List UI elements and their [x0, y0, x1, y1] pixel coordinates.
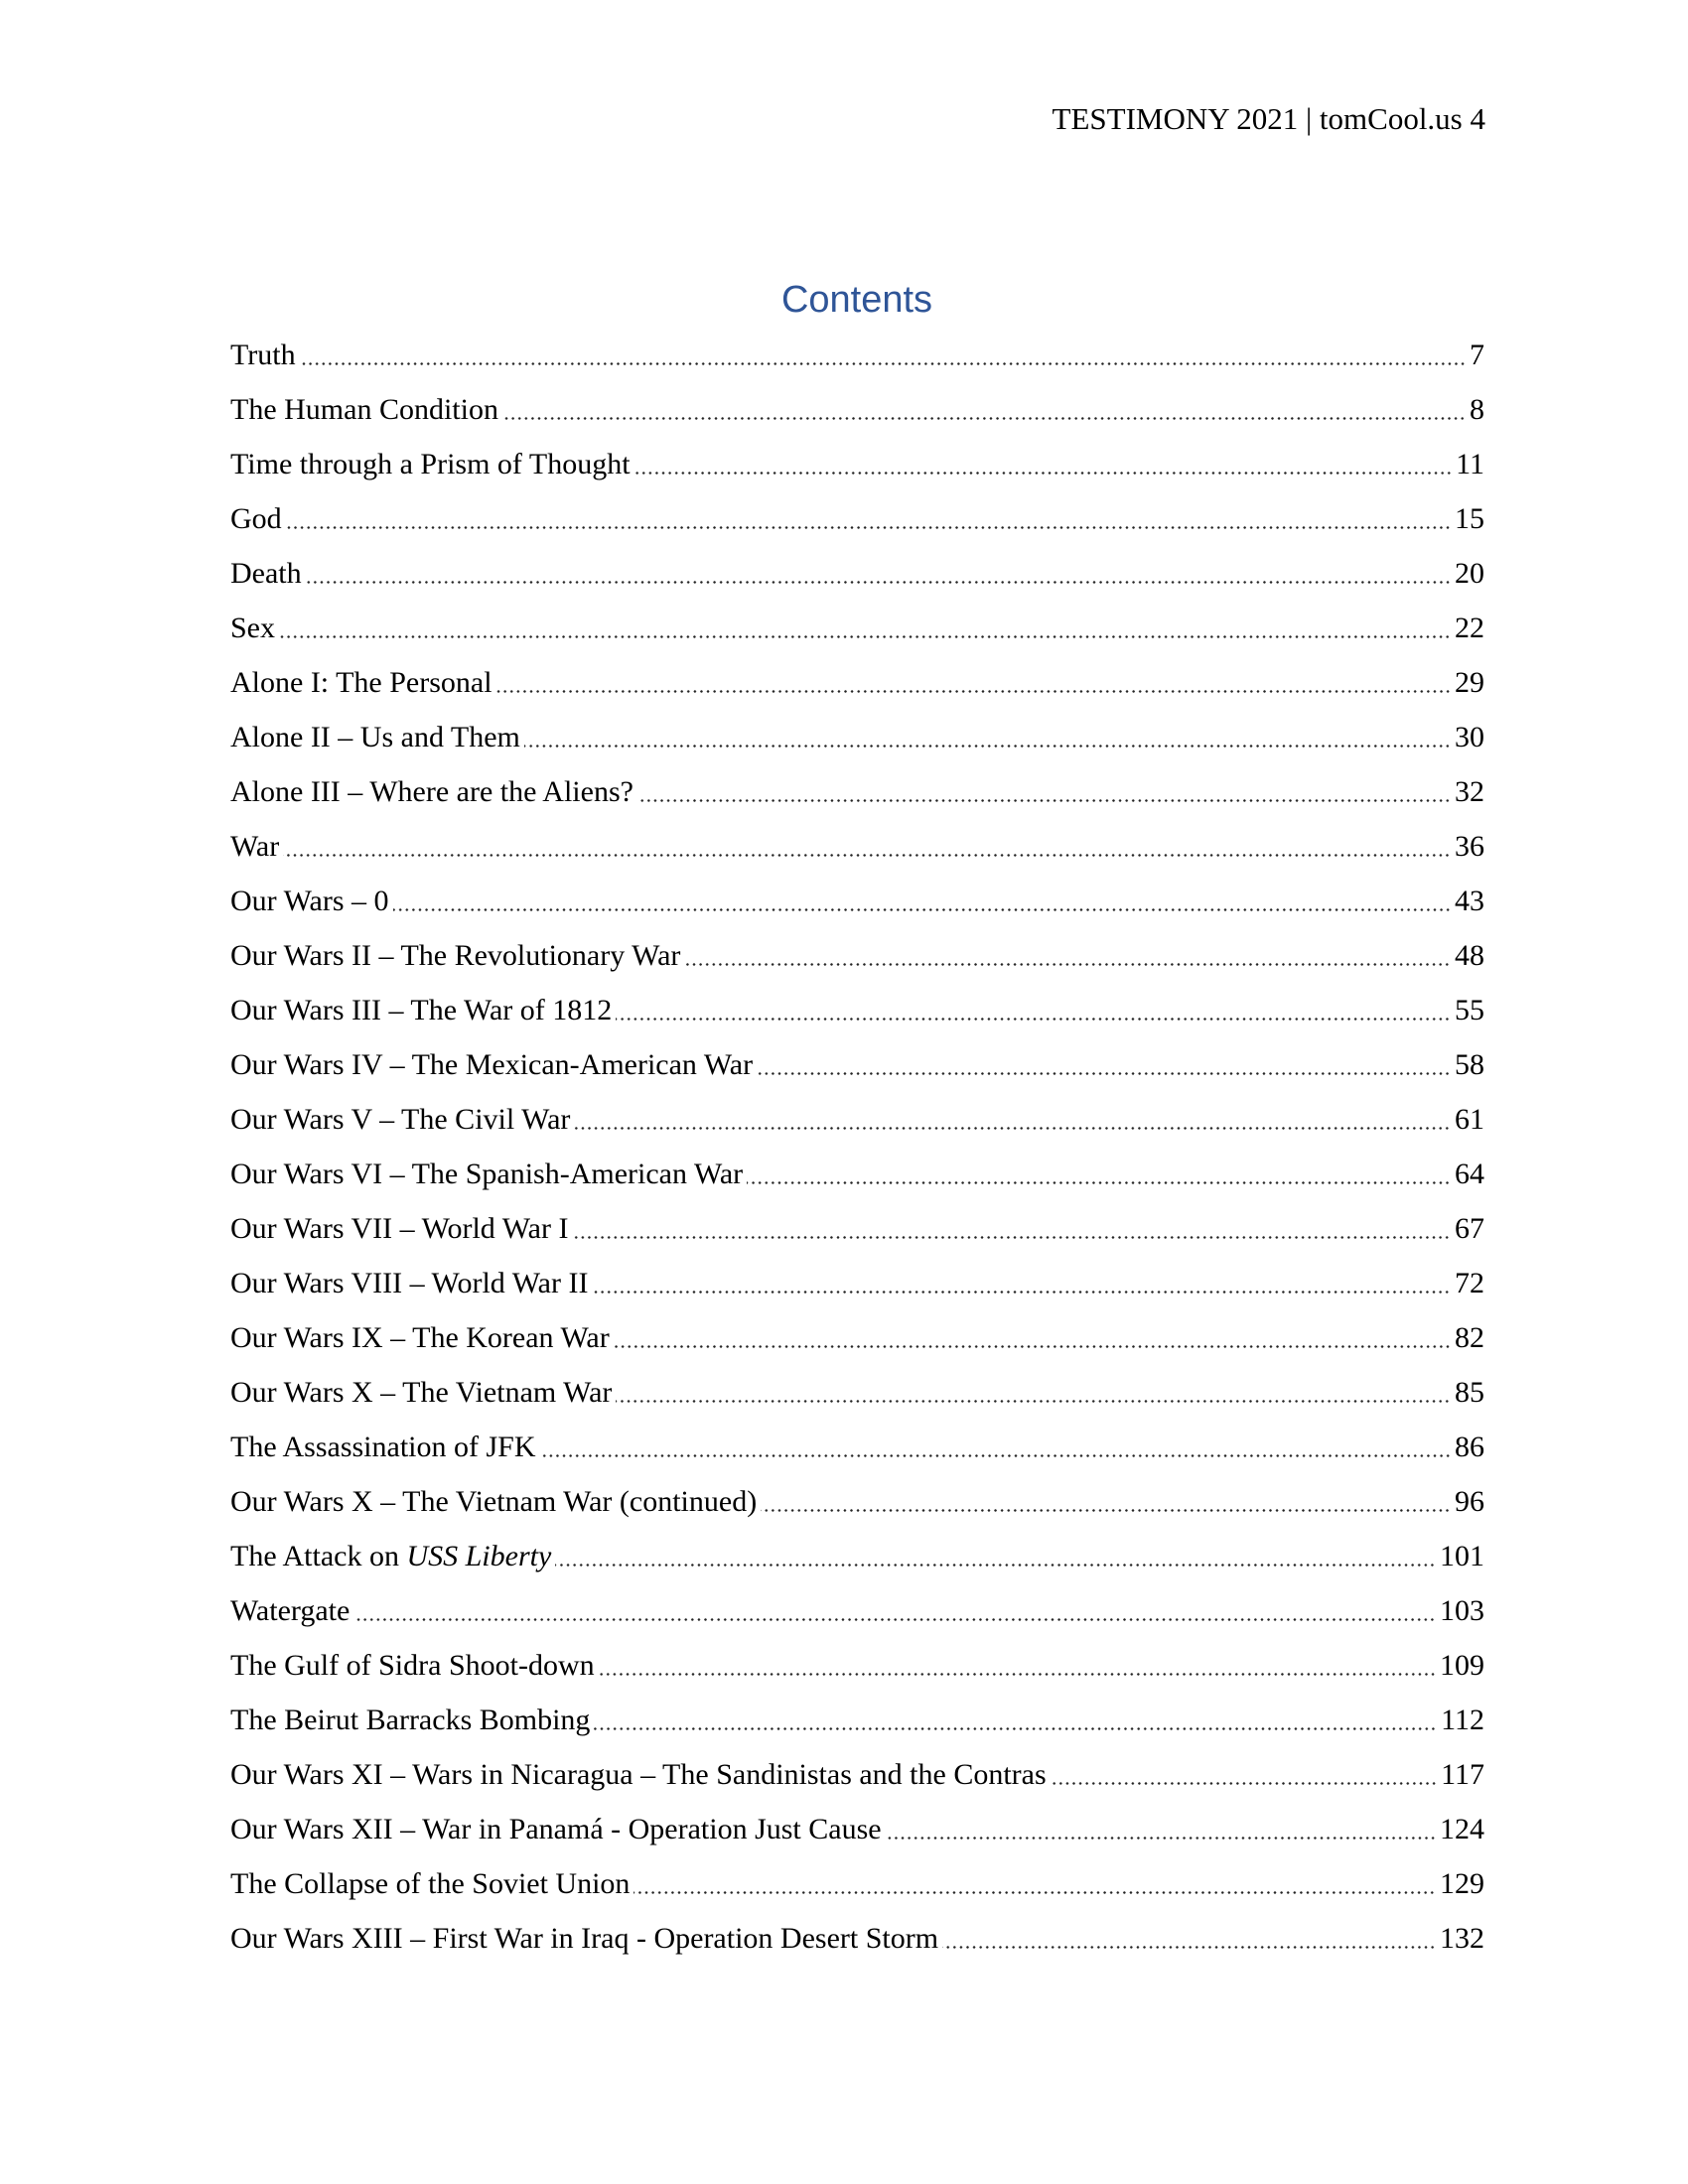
toc-entry-title-text: The Attack on — [230, 1539, 407, 1572]
toc-entry-page-number: 112 — [1441, 1703, 1484, 1736]
toc-entry-page-number: 86 — [1455, 1430, 1484, 1463]
dot-leader — [599, 1673, 1436, 1676]
toc-entry-page-number: 124 — [1440, 1812, 1484, 1845]
toc-entry-title — [230, 1155, 743, 1194]
toc-entry-page-number: 67 — [1455, 1211, 1484, 1245]
dot-leader — [279, 635, 1451, 638]
toc-entry-title — [230, 882, 389, 921]
toc-entry[interactable] — [230, 655, 1484, 710]
toc-entry-page-number: 7 — [1470, 338, 1484, 371]
dot-leader — [886, 1837, 1436, 1840]
dot-leader — [942, 1946, 1436, 1949]
toc-entry-page-number: 36 — [1455, 829, 1484, 863]
toc-entry[interactable] — [230, 1474, 1484, 1529]
toc-entry-title — [230, 1591, 350, 1631]
toc-entry-title-text: Alone III – Where are the Aliens? — [230, 774, 633, 808]
toc-entry[interactable] — [230, 601, 1484, 655]
toc-entry[interactable] — [230, 1365, 1484, 1420]
toc-entry[interactable] — [230, 1911, 1484, 1966]
dot-leader — [637, 799, 1451, 802]
dot-leader — [1051, 1782, 1437, 1785]
toc-entry-title — [230, 445, 631, 484]
dot-leader — [747, 1181, 1451, 1184]
toc-entry[interactable] — [230, 382, 1484, 437]
toc-entry[interactable] — [230, 1092, 1484, 1147]
toc-entry-page-number: 48 — [1455, 938, 1484, 972]
toc-entry-page-number: 20 — [1455, 556, 1484, 590]
toc-entry-title — [230, 1428, 536, 1467]
toc-entry-page-number: 109 — [1440, 1648, 1484, 1682]
toc-entry-title-text: Our Wars II – The Revolutionary War — [230, 938, 681, 972]
toc-entry[interactable] — [230, 710, 1484, 764]
toc-entry[interactable] — [230, 983, 1484, 1037]
toc-entry-title — [230, 1755, 1047, 1795]
toc-entry-title — [230, 936, 680, 976]
toc-entry-title — [230, 1537, 551, 1576]
contents-heading: Contents — [780, 279, 933, 321]
toc-entry-title — [230, 336, 296, 375]
toc-entry[interactable] — [230, 819, 1484, 874]
toc-entry-title-text: Our Wars III – The War of 1812 — [230, 993, 613, 1026]
toc-entry-title — [230, 991, 612, 1030]
running-header: TESTIMONY 2021 | tomCool.us 4 — [1052, 101, 1485, 136]
toc-entry[interactable] — [230, 1747, 1484, 1802]
toc-entry[interactable] — [230, 1201, 1484, 1256]
toc-entry[interactable] — [230, 1583, 1484, 1638]
dot-leader — [502, 417, 1466, 420]
dot-leader — [616, 1018, 1451, 1021]
dot-leader — [306, 581, 1451, 584]
toc-entry[interactable] — [230, 1529, 1484, 1583]
dot-leader — [684, 963, 1451, 966]
dot-leader — [353, 1618, 1436, 1621]
toc-entry[interactable] — [230, 1256, 1484, 1310]
toc-entry-title-text: Our Wars X – The Vietnam War — [230, 1375, 613, 1409]
toc-entry-page-number: 85 — [1455, 1375, 1484, 1409]
dot-leader — [496, 690, 1451, 693]
toc-entry-page-number: 61 — [1455, 1102, 1484, 1136]
toc-entry-title — [230, 718, 520, 757]
dot-leader — [286, 526, 1451, 529]
toc-entry-title — [230, 663, 492, 703]
toc-entry-page-number: 96 — [1455, 1484, 1484, 1518]
toc-entry[interactable] — [230, 1802, 1484, 1856]
toc-entry[interactable] — [230, 764, 1484, 819]
toc-entry-page-number: 15 — [1455, 501, 1484, 535]
toc-entry[interactable] — [230, 437, 1484, 491]
toc-entry-page-number: 43 — [1455, 884, 1484, 917]
dot-leader — [757, 1072, 1451, 1075]
toc-entry-title — [230, 1919, 938, 1959]
toc-entry-title-text: Alone II – Us and Them — [230, 720, 520, 753]
toc-entry-title-text: Our Wars – 0 — [230, 884, 389, 917]
dot-leader — [283, 854, 1451, 857]
toc-entry[interactable] — [230, 1693, 1484, 1747]
toc-entry-title-text: Our Wars XI – Wars in Nicaragua – The Sandinistas and the Contras — [230, 1757, 1047, 1791]
toc-entry-title-text: Our Wars IV – The Mexican-American War — [230, 1047, 754, 1081]
table-of-contents — [230, 328, 1484, 1966]
dot-leader — [300, 362, 1466, 365]
toc-entry-title-text: Watergate — [230, 1593, 351, 1627]
toc-entry[interactable] — [230, 1147, 1484, 1201]
toc-entry-title-text: War — [230, 829, 280, 863]
toc-entry-page-number: 82 — [1455, 1320, 1484, 1354]
dot-leader — [614, 1345, 1451, 1348]
toc-entry-title-text: Our Wars XII – War in Panamá - Operation Just Cause — [230, 1812, 882, 1845]
toc-entry-title-text: The Gulf of Sidra Shoot-down — [230, 1648, 595, 1682]
toc-entry-title-text: The Beirut Barracks Bombing — [230, 1703, 591, 1736]
toc-entry-title-text: God — [230, 501, 282, 535]
toc-entry-page-number: 117 — [1441, 1757, 1484, 1791]
dot-leader — [592, 1291, 1451, 1294]
dot-leader — [616, 1400, 1451, 1403]
toc-entry-title-text: The Human Condition — [230, 392, 498, 426]
toc-entry-title-text: Our Wars VII – World War I — [230, 1211, 569, 1245]
toc-entry-title — [230, 1373, 612, 1413]
toc-entry-title — [230, 827, 279, 867]
toc-entry-page-number: 58 — [1455, 1047, 1484, 1081]
toc-entry-title-text: Our Wars VI – The Spanish-American War — [230, 1157, 744, 1190]
toc-entry[interactable] — [230, 874, 1484, 928]
toc-entry[interactable] — [230, 928, 1484, 983]
toc-entry-title — [230, 1701, 590, 1740]
toc-entry-page-number: 129 — [1440, 1866, 1484, 1900]
toc-entry-page-number: 29 — [1455, 665, 1484, 699]
toc-entry-page-number: 11 — [1456, 447, 1484, 480]
toc-entry-page-number: 103 — [1440, 1593, 1484, 1627]
toc-entry-page-number: 72 — [1455, 1266, 1484, 1299]
toc-entry-title-text: Our Wars XIII – First War in Iraq - Operation Desert Storm — [230, 1921, 939, 1955]
toc-entry-title — [230, 772, 633, 812]
toc-entry-title — [230, 554, 302, 594]
dot-leader — [524, 745, 1451, 748]
dot-leader — [634, 472, 1453, 475]
toc-entry[interactable] — [230, 1638, 1484, 1693]
toc-entry-title-italic: USS Liberty — [406, 1539, 552, 1572]
dot-leader — [555, 1564, 1436, 1567]
toc-entry-title — [230, 1209, 568, 1249]
toc-entry-title — [230, 1045, 753, 1085]
toc-entry-title-text: Sex — [230, 611, 275, 644]
toc-entry[interactable] — [230, 491, 1484, 546]
toc-entry-title-text: Our Wars VIII – World War II — [230, 1266, 589, 1299]
toc-entry-title — [230, 1646, 595, 1686]
toc-entry[interactable] — [230, 1037, 1484, 1092]
dot-leader — [393, 908, 1451, 911]
dot-leader — [572, 1236, 1451, 1239]
toc-entry-title — [230, 1100, 570, 1140]
dot-leader — [540, 1454, 1452, 1457]
dot-leader — [594, 1727, 1437, 1730]
toc-entry-page-number: 8 — [1470, 392, 1484, 426]
toc-entry-page-number: 55 — [1455, 993, 1484, 1026]
toc-entry-title — [230, 1482, 757, 1522]
toc-entry-title — [230, 499, 282, 539]
toc-entry-title-text: The Collapse of the Soviet Union — [230, 1866, 631, 1900]
toc-entry-title-text: Truth — [230, 338, 296, 371]
toc-entry-title — [230, 609, 275, 648]
toc-entry-title — [230, 1318, 610, 1358]
toc-entry-title-text: The Assassination of JFK — [230, 1430, 536, 1463]
toc-entry-page-number: 30 — [1455, 720, 1484, 753]
dot-leader — [574, 1127, 1451, 1130]
dot-leader — [761, 1509, 1451, 1512]
toc-entry-page-number: 101 — [1440, 1539, 1484, 1572]
toc-entry-title — [230, 1810, 882, 1849]
toc-entry-title-text: Our Wars V – The Civil War — [230, 1102, 571, 1136]
toc-entry[interactable] — [230, 546, 1484, 601]
toc-entry-title — [230, 1864, 630, 1904]
toc-entry-title — [230, 390, 498, 430]
toc-entry-title-text: Death — [230, 556, 302, 590]
toc-entry-page-number: 22 — [1455, 611, 1484, 644]
toc-entry[interactable] — [230, 1310, 1484, 1365]
toc-entry-title-text: Time through a Prism of Thought — [230, 447, 631, 480]
toc-entry-title-text: Our Wars IX – The Korean War — [230, 1320, 610, 1354]
toc-entry-title — [230, 1264, 588, 1303]
toc-entry-page-number: 64 — [1455, 1157, 1484, 1190]
toc-entry-title-text: Alone I: The Personal — [230, 665, 492, 699]
toc-entry-title-text: Our Wars X – The Vietnam War (continued) — [230, 1484, 758, 1518]
toc-entry-page-number: 132 — [1440, 1921, 1484, 1955]
toc-entry[interactable] — [230, 1420, 1484, 1474]
toc-entry-page-number: 32 — [1455, 774, 1484, 808]
toc-entry[interactable] — [230, 328, 1484, 382]
toc-entry[interactable] — [230, 1856, 1484, 1911]
dot-leader — [633, 1891, 1436, 1894]
